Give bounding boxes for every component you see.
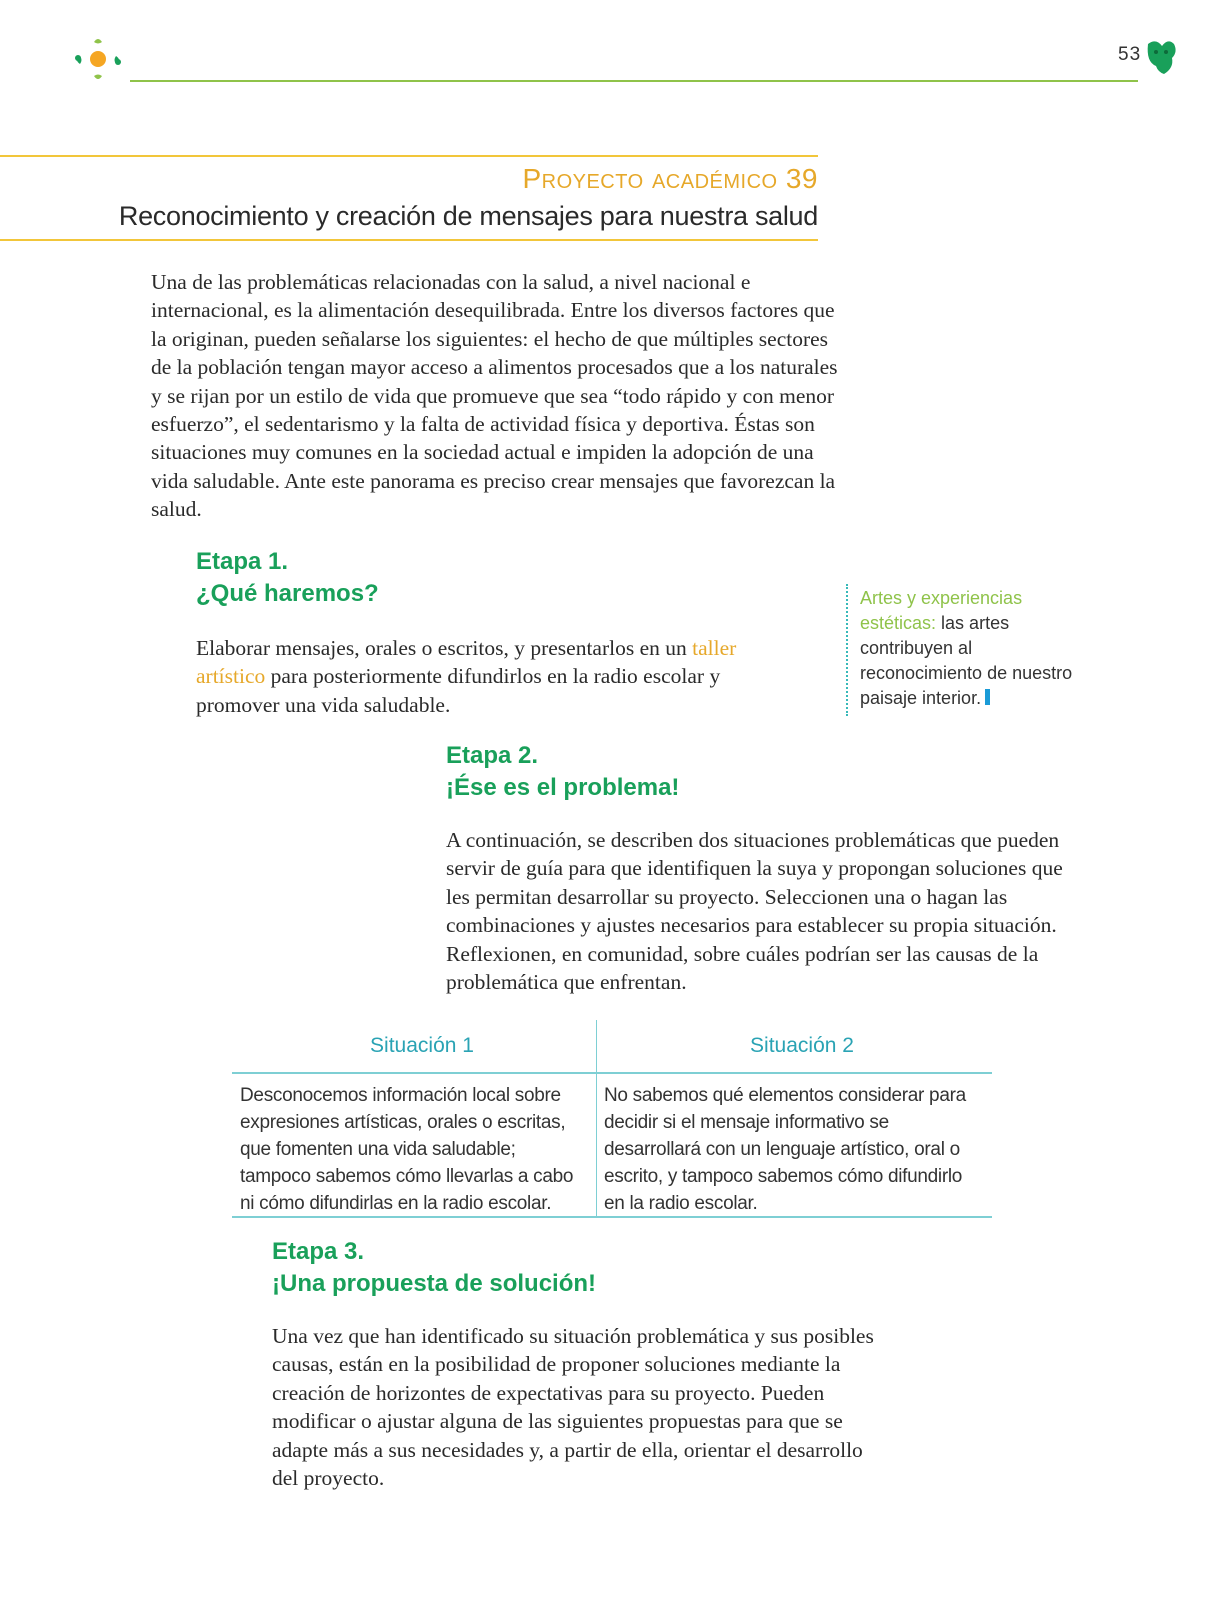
etapa-1-number: Etapa 1. bbox=[196, 548, 289, 575]
table-header-rule bbox=[232, 1072, 992, 1074]
green-leaf-mascot-icon bbox=[1144, 38, 1178, 78]
etapa-1-paragraph bbox=[196, 634, 756, 719]
etapa-1-text-after: para posteriormente difundirlos en la radio escolar y promover una vida saludable. bbox=[196, 664, 721, 717]
project-title: Reconocimiento y creación de mensajes para nuestra salud bbox=[118, 201, 818, 231]
table-cell-situacion-1: Desconocemos información local sobre expresiones artísticas, orales o escritas, que fomenten una vida saludable; tampoco sabemos cómo llevarlas a cabo ni cómo difundirlas en la radio escolar. bbox=[240, 1085, 574, 1214]
intro-paragraph: Una de las problemáticas relacionadas con la salud, a nivel nacional e internacional, es la alimentación desequilibrada. Entre los diversos factores que la originan, pueden señalarse los siguientes: el hecho de que múltiples sectores de la población tengan mayor acceso a alimentos procesados que a los naturales y se rijan por un estilo de vida que promueve que sea “todo rápido y con menor esfuerzo”, el sedentarismo y la falta de actividad física y deportiva. Éstas son situaciones muy comunes en la sociedad actual e impiden la adopción de una vida saludable. Ante este panorama es preciso crear mensajes que favorezcan la salud. bbox=[151, 270, 838, 522]
table-header-situacion-1: Situación 1 bbox=[370, 1034, 474, 1057]
etapa-2-number: Etapa 2. bbox=[446, 742, 539, 769]
title-rule-top bbox=[0, 155, 818, 157]
sidebar-dotted-rule bbox=[846, 584, 848, 716]
table-column-divider bbox=[596, 1020, 597, 1216]
header-rule bbox=[130, 80, 1138, 82]
table-cell-situacion-2: No sabemos qué elementos considerar para decidir si el mensaje informativo se desarrollará con un lenguaje artístico, oral o escrito, y tampoco sabemos cómo difundirlo en la radio escolar. bbox=[604, 1085, 966, 1214]
situations-table bbox=[232, 1020, 992, 1218]
etapa-3-paragraph: Una vez que han identificado su situación problemática y sus posibles causas, están en la posibilidad de proponer soluciones mediante la creación de horizontes de expectativas para su proyecto. Pueden modificar o ajustar alguna de las siguientes propuestas para que se adapte más a sus necesidades y, a partir de ella, orientar el desarrollo del proyecto. bbox=[272, 1324, 874, 1491]
sidebar-end-marker bbox=[985, 689, 990, 705]
etapa-1-text-before: Elaborar mensajes, orales o escritos, y presentarlos en un bbox=[196, 636, 693, 660]
decorative-flower-logo-icon bbox=[72, 34, 124, 84]
etapa-2-paragraph: A continuación, se describen dos situaciones problemáticas que pueden servir de guía para que identifiquen la suya y propongan soluciones que les permitan desarrollar su proyecto. Seleccionen una o hagan las combinaciones y ajustes necesarios para establecer su propia situación. Reflexionen, en comunidad, sobre cuáles podrían ser las causas de la problemática que enfrentan. bbox=[446, 828, 1063, 995]
title-rule-bottom bbox=[0, 239, 818, 241]
sidebar-body: las artes contribuyen al reconocimiento de nuestro paisaje interior. bbox=[860, 613, 1073, 708]
etapa-3-subtitle: ¡Una propuesta de solución! bbox=[272, 1270, 597, 1297]
etapa-2-subtitle: ¡Ése es el problema! bbox=[446, 774, 680, 801]
table-bottom-rule bbox=[232, 1216, 992, 1218]
etapa-3-number: Etapa 3. bbox=[272, 1238, 365, 1265]
project-label: Proyecto académico 39 bbox=[522, 163, 818, 194]
etapa-1-highlight: taller artístico bbox=[196, 636, 737, 689]
sidebar-title: Artes y experiencias estéticas: bbox=[860, 588, 1023, 633]
page-number: 53 bbox=[1118, 44, 1142, 65]
etapa-1-subtitle: ¿Qué haremos? bbox=[196, 580, 379, 607]
sidebar-note bbox=[860, 586, 1080, 711]
table-header-situacion-2: Situación 2 bbox=[750, 1034, 854, 1057]
